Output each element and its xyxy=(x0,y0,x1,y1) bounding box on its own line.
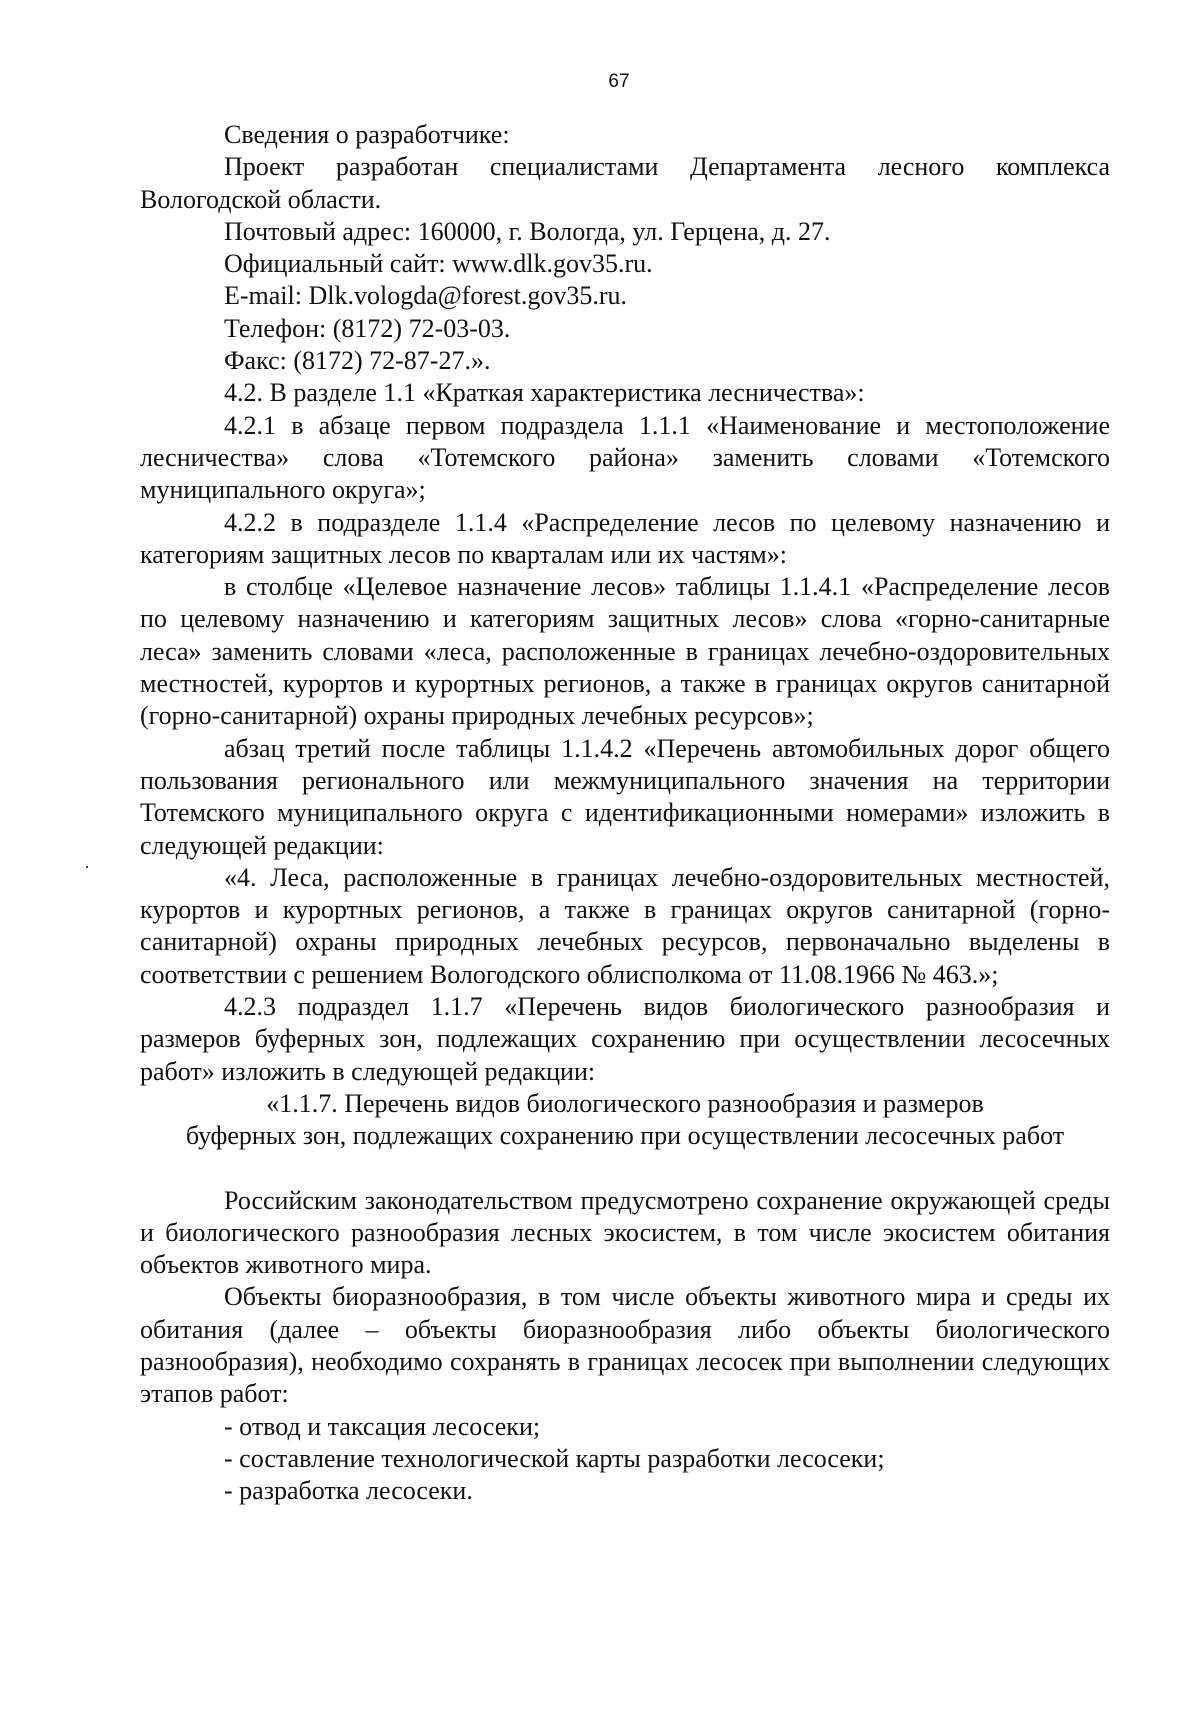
paragraph-column: в столбце «Целевое назначение лесов» таблицы 1.1.4.1 «Распределение лесов по целевому назначению и категориям защитных лесов» слова «горно-санитарные леса» заменить словами «леса, расположенные в границах лечебно-оздоровительных местностей, курортов и курортных регионов, а также в границах округов санитарной (горно-санитарной) охраны природных лечебных ресурсов»; xyxy=(140,572,1110,731)
paragraph-law: Российским законодательством предусмотрено сохранение окружающей среды и биологического разнообразия лесных экосистем, в том числе экосистем обитания объектов животного мира. xyxy=(140,1185,1110,1280)
paragraph-4-2-1: 4.2.1 в абзаце первом подраздела 1.1.1 «Наименование и местоположение лесничества» слова «Тотемского района» заменить словами «Тотемского муниципального округа»; xyxy=(140,410,1110,505)
blank-line xyxy=(140,1153,1110,1185)
developer-email: E-mail: Dlk.vologda@forest.gov35.ru. xyxy=(224,281,628,311)
developer-site: Официальный сайт: www.dlk.gov35.ru. xyxy=(224,249,653,279)
developer-phone: Телефон: (8172) 72-03-03. xyxy=(224,313,511,343)
paragraph-quote-4: «4. Леса, расположенные в границах лечебно-оздоровительных местностей, курортов и курортных регионов, а также в границах округов санитарной (горно-санитарной) охраны природных лечебных ресурсов, первоначально выделены в соответствии с решением Вологодского облисполкома от 11.08.1966 № 463.»; xyxy=(140,862,1110,989)
developer-address: Почтовый адрес: 160000, г. Вологда, ул. Герцена, д. 27. xyxy=(224,216,831,246)
paragraph-4-2-3: 4.2.3 подраздел 1.1.7 «Перечень видов биологического разнообразия и размеров буферных зон, подлежащих сохранению при осуществлении лесосечных работ» изложить в следующей редакции: xyxy=(140,992,1110,1086)
developer-project: Проект разработан специалистами Департамента лесного комплекса Вологодской области. xyxy=(140,152,1110,214)
stage-item-1: - отвод и таксация лесосеки; xyxy=(224,1411,541,1441)
stage-item-2: - составление технологической карты разработки лесосеки; xyxy=(224,1443,885,1473)
paragraph-abzac: абзац третий после таблицы 1.1.4.2 «Перечень автомобильных дорог общего пользования регионального или межмуниципального значения на территории Тотемского муниципального округа с идентификационными номерами» изложить в следующей редакции: xyxy=(140,733,1110,860)
page-number: 67 xyxy=(608,71,630,92)
developer-heading: Сведения о разработчике: xyxy=(224,120,510,149)
document-body xyxy=(140,119,1110,1507)
section-title-line-1: «1.1.7. Перечень видов биологического разнообразия и размеров xyxy=(266,1088,984,1118)
paragraph-objects: Объекты биоразнообразия, в том числе объекты животного мира и среды их обитания (далее – объекты биоразнообразия либо объекты биологического разнообразия), необходимо сохранять в границах лесосек при выполнении следующих этапов работ: xyxy=(140,1282,1110,1409)
developer-fax: Факс: (8172) 72-87-27.». xyxy=(224,346,491,376)
paragraph-4-2: 4.2. В разделе 1.1 «Краткая характеристика лесничества»: xyxy=(224,378,865,408)
stage-item-3: - разработка лесосеки. xyxy=(224,1476,473,1506)
scan-speck xyxy=(86,866,88,868)
section-title-line-2: буферных зон, подлежащих сохранению при осуществлении лесосечных работ xyxy=(185,1121,1065,1151)
paragraph-4-2-2: 4.2.2 в подразделе 1.1.4 «Распределение лесов по целевому назначению и категориям защитных лесов по кварталам или их частям»: xyxy=(140,507,1110,569)
